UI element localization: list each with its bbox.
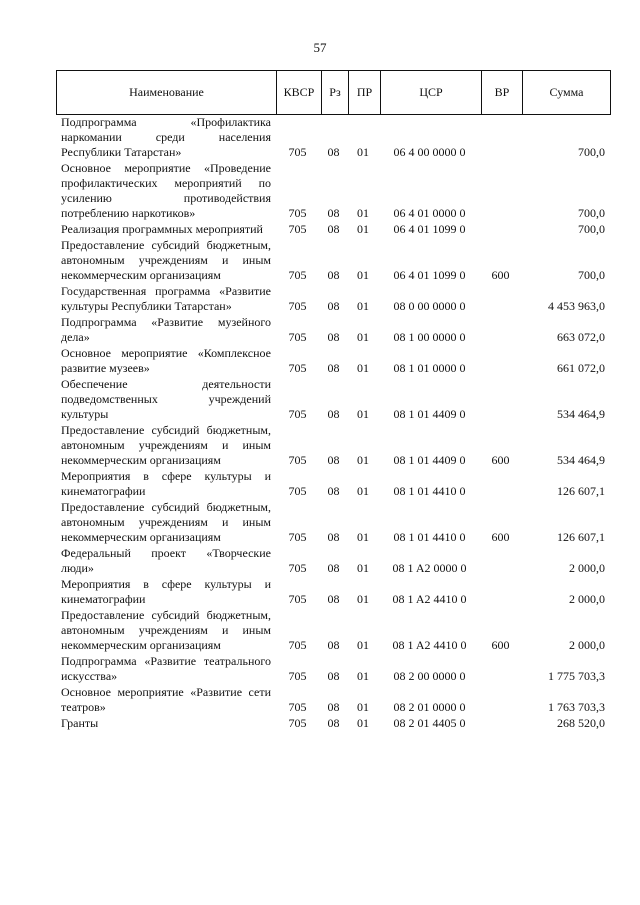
row-rz: 08	[327, 530, 340, 544]
row-csr: 08 1 01 0000 0	[393, 361, 466, 375]
page-number: 57	[313, 40, 327, 55]
row-sum: 700,0	[578, 222, 605, 236]
row-name: Основное мероприятие «Развитие сети театров»	[61, 685, 271, 714]
row-kvsr: 705	[288, 638, 307, 652]
row-kvsr: 705	[288, 361, 307, 375]
table-row	[56, 315, 611, 345]
row-csr: 08 1 A2 0000 0	[392, 561, 467, 575]
header-pr: ПР	[348, 71, 380, 114]
row-kvsr: 705	[288, 299, 307, 313]
row-pr: 01	[357, 453, 369, 467]
row-pr: 01	[357, 561, 369, 575]
row-name: Предоставление субсидий бюджетным, автономным учреждениям и иным некоммерческим организациям	[61, 423, 271, 467]
row-pr: 01	[357, 716, 369, 730]
row-vr: 600	[491, 638, 510, 652]
table-row	[56, 115, 611, 160]
row-pr: 01	[357, 330, 369, 344]
row-csr: 08 2 01 4405 0	[393, 716, 466, 730]
row-rz: 08	[327, 638, 340, 652]
row-kvsr: 705	[288, 484, 307, 498]
row-sum: 700,0	[578, 206, 605, 220]
row-pr: 01	[357, 268, 369, 282]
row-pr: 01	[357, 361, 369, 375]
row-csr: 08 1 A2 4410 0	[392, 638, 467, 652]
row-sum: 663 072,0	[557, 330, 605, 344]
table-row	[56, 654, 611, 684]
row-sum: 700,0	[578, 145, 605, 159]
table-row	[56, 546, 611, 576]
row-rz: 08	[327, 299, 340, 313]
table-row	[56, 222, 611, 237]
header-vr: ВР	[481, 71, 522, 114]
row-rz: 08	[327, 361, 340, 375]
row-kvsr: 705	[288, 700, 307, 714]
row-kvsr: 705	[288, 561, 307, 575]
table-row	[56, 577, 611, 607]
row-vr: 600	[491, 453, 510, 467]
table-row	[56, 377, 611, 422]
row-csr: 06 4 01 1099 0	[393, 268, 466, 282]
row-pr: 01	[357, 299, 369, 313]
row-sum: 1 763 703,3	[548, 700, 605, 714]
row-pr: 01	[357, 222, 369, 236]
row-rz: 08	[327, 453, 340, 467]
row-csr: 08 1 01 4409 0	[393, 407, 466, 421]
row-sum: 661 072,0	[557, 361, 605, 375]
table-row	[56, 608, 611, 653]
row-csr: 08 1 A2 4410 0	[392, 592, 467, 606]
row-rz: 08	[327, 222, 340, 236]
row-rz: 08	[327, 407, 340, 421]
row-sum: 268 520,0	[557, 716, 605, 730]
row-name: Подпрограмма «Развитие музейного дела»	[61, 315, 271, 344]
row-name: Предоставление субсидий бюджетным, автономным учреждениям и иным некоммерческим организациям	[61, 500, 271, 544]
row-name: Обеспечение деятельности подведомственных учреждений культуры	[61, 377, 271, 421]
row-csr: 08 2 00 0000 0	[393, 669, 466, 683]
row-sum: 4 453 963,0	[548, 299, 605, 313]
row-name: Мероприятия в сфере культуры и кинематографии	[61, 577, 271, 606]
row-rz: 08	[327, 561, 340, 575]
table-row	[56, 685, 611, 715]
row-name: Подпрограмма «Развитие театрального искусства»	[61, 654, 271, 683]
row-kvsr: 705	[288, 222, 307, 236]
row-vr: 600	[491, 268, 510, 282]
row-rz: 08	[327, 206, 340, 220]
header-name: Наименование	[129, 85, 204, 99]
row-pr: 01	[357, 407, 369, 421]
row-pr: 01	[357, 700, 369, 714]
row-csr: 08 2 01 0000 0	[393, 700, 466, 714]
row-pr: 01	[357, 669, 369, 683]
row-kvsr: 705	[288, 592, 307, 606]
row-name: Федеральный проект «Творческие люди»	[61, 546, 271, 575]
row-kvsr: 705	[288, 268, 307, 282]
row-sum: 1 775 703,3	[548, 669, 605, 683]
table-row	[56, 469, 611, 499]
row-csr: 08 1 00 0000 0	[393, 330, 466, 344]
row-name: Государственная программа «Развитие культуры Республики Татарстан»	[61, 284, 271, 313]
header-rz: Рз	[321, 71, 348, 114]
table-row	[56, 500, 611, 545]
row-csr: 08 1 01 4410 0	[393, 484, 466, 498]
row-name: Предоставление субсидий бюджетным, автономным учреждениям и иным некоммерческим организациям	[61, 238, 271, 282]
header-sum: Сумма	[522, 71, 610, 114]
row-sum: 700,0	[578, 268, 605, 282]
row-kvsr: 705	[288, 145, 307, 159]
table-body	[56, 115, 611, 732]
row-kvsr: 705	[288, 206, 307, 220]
row-kvsr: 705	[288, 530, 307, 544]
row-sum: 2 000,0	[569, 592, 605, 606]
table-row	[56, 346, 611, 376]
table-header	[56, 70, 611, 115]
row-rz: 08	[327, 716, 340, 730]
row-name: Основное мероприятие «Комплексное развитие музеев»	[61, 346, 271, 375]
table-row	[56, 716, 611, 731]
row-rz: 08	[327, 268, 340, 282]
row-sum: 534 464,9	[557, 407, 605, 421]
row-sum: 126 607,1	[557, 530, 605, 544]
row-csr: 06 4 01 0000 0	[393, 206, 466, 220]
row-name: Гранты	[61, 716, 99, 730]
header-kvsr: КВСР	[276, 71, 321, 114]
row-csr: 06 4 01 1099 0	[393, 222, 466, 236]
row-name: Основное мероприятие «Проведение профилактических мероприятий по усилению противодействия потреблению наркотиков»	[61, 161, 271, 220]
row-sum: 126 607,1	[557, 484, 605, 498]
row-pr: 01	[357, 206, 369, 220]
row-kvsr: 705	[288, 453, 307, 467]
table-row	[56, 423, 611, 468]
row-pr: 01	[357, 530, 369, 544]
table-row	[56, 238, 611, 283]
row-sum: 534 464,9	[557, 453, 605, 467]
row-name: Подпрограмма «Профилактика наркомании среди населения Республики Татарстан»	[61, 115, 271, 159]
row-vr: 600	[491, 530, 510, 544]
table-row	[56, 284, 611, 314]
row-kvsr: 705	[288, 669, 307, 683]
row-rz: 08	[327, 700, 340, 714]
row-csr: 08 1 01 4410 0	[393, 530, 466, 544]
row-name: Реализация программных мероприятий	[61, 222, 263, 236]
row-rz: 08	[327, 145, 340, 159]
row-rz: 08	[327, 669, 340, 683]
row-sum: 2 000,0	[569, 561, 605, 575]
row-pr: 01	[357, 592, 369, 606]
row-rz: 08	[327, 592, 340, 606]
row-csr: 08 0 00 0000 0	[393, 299, 466, 313]
row-name: Мероприятия в сфере культуры и кинематографии	[61, 469, 271, 498]
row-pr: 01	[357, 145, 369, 159]
row-name: Предоставление субсидий бюджетным, автономным учреждениям и иным некоммерческим организациям	[61, 608, 271, 652]
row-csr: 06 4 00 0000 0	[393, 145, 466, 159]
header-csr: ЦСР	[380, 71, 481, 114]
row-kvsr: 705	[288, 330, 307, 344]
table-row	[56, 161, 611, 221]
row-csr: 08 1 01 4409 0	[393, 453, 466, 467]
row-pr: 01	[357, 638, 369, 652]
row-kvsr: 705	[288, 716, 307, 730]
row-rz: 08	[327, 330, 340, 344]
row-sum: 2 000,0	[569, 638, 605, 652]
row-rz: 08	[327, 484, 340, 498]
row-kvsr: 705	[288, 407, 307, 421]
row-pr: 01	[357, 484, 369, 498]
